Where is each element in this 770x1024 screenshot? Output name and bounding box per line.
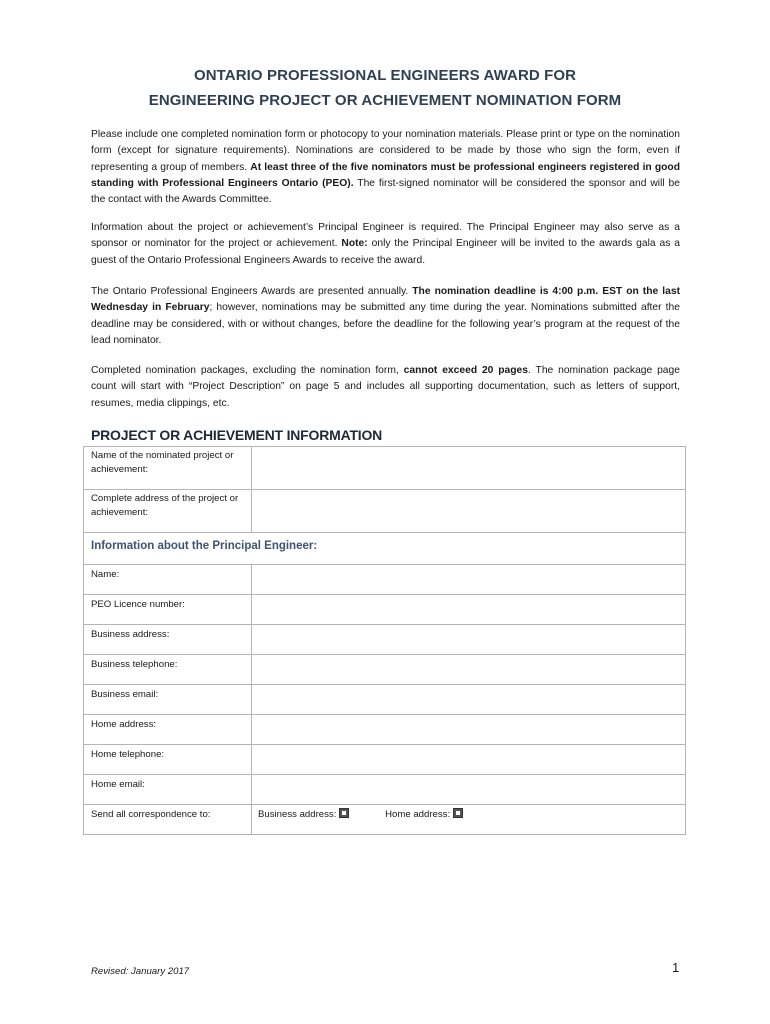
- principal-engineer-heading: Information about the Principal Engineer:: [91, 540, 318, 552]
- home-address-checkbox[interactable]: [453, 808, 463, 818]
- home-telephone-label: Home telephone:: [84, 745, 252, 775]
- home-address-option-label: Home address:: [385, 809, 451, 820]
- intro-paragraph-4: Completed nomination packages, excluding the nomination form, cannot exceed 20 pages. The nomination package page count will start with “Project Description” on page 5 and includes all supporting documentation, such as letters of support, resumes, media clippings, etc.: [91, 365, 680, 409]
- business-telephone-label: Business telephone:: [84, 655, 252, 685]
- project-address-label: Complete address of the project or achievement:: [84, 490, 252, 533]
- table-row: [84, 625, 686, 655]
- table-row: [84, 715, 686, 745]
- section-heading: PROJECT OR ACHIEVEMENT INFORMATION: [91, 427, 383, 443]
- business-email-field[interactable]: [252, 685, 686, 715]
- form-title-line-2: ENGINEERING PROJECT OR ACHIEVEMENT NOMINATION FORM: [148, 92, 622, 109]
- table-row: [84, 775, 686, 805]
- table-row: [84, 805, 686, 835]
- intro-paragraph-2: Information about the project or achievement’s Principal Engineer is required. The Principal Engineer may also serve as a sponsor or nominator for the project or achievement. Note: only the Principal Engineer will be invited to the awards gala as a guest of the Ontario Professional Engineers Awards to receive the award.: [91, 222, 680, 266]
- peo-licence-label: PEO Licence number:: [84, 595, 252, 625]
- business-telephone-field[interactable]: [252, 655, 686, 685]
- peo-licence-field[interactable]: [252, 595, 686, 625]
- business-address-option: [258, 808, 349, 820]
- home-address-option: [385, 808, 463, 820]
- home-telephone-field[interactable]: [252, 745, 686, 775]
- project-address-field[interactable]: [252, 490, 686, 533]
- intro-paragraph-1: Please include one completed nomination form or photocopy to your nomination materials. Please print or type on the nomination form (except for signature requirements). Nominations are considered to be made by those who sign the form, even if representing a group of members. At least three of the five nominators must be professional engineers registered in good standing with Professional Engineers Ontario (PEO). The first-signed nominator will be considered the sponsor and will be the contact with the Awards Committee.: [91, 129, 680, 206]
- table-row: [84, 595, 686, 625]
- name-label: Name:: [84, 565, 252, 595]
- table-row: [84, 655, 686, 685]
- table-row: [84, 533, 686, 565]
- page-number: 1: [672, 960, 680, 975]
- table-row: [84, 447, 686, 490]
- home-address-label: Home address:: [84, 715, 252, 745]
- business-address-label: Business address:: [84, 625, 252, 655]
- home-address-field[interactable]: [252, 715, 686, 745]
- business-address-field[interactable]: [252, 625, 686, 655]
- table-row: [84, 685, 686, 715]
- business-email-label: Business email:: [84, 685, 252, 715]
- project-name-field[interactable]: [252, 447, 686, 490]
- business-address-checkbox[interactable]: [339, 808, 349, 818]
- name-field[interactable]: [252, 565, 686, 595]
- form-title-line-1: ONTARIO PROFESSIONAL ENGINEERS AWARD FOR: [193, 67, 577, 84]
- project-info-table: [83, 446, 686, 835]
- project-name-label: Name of the nominated project or achievement:: [84, 447, 252, 490]
- principal-engineer-heading-cell: [84, 533, 686, 565]
- correspondence-options: [252, 805, 686, 835]
- table-row: [84, 745, 686, 775]
- table-row: [84, 490, 686, 533]
- correspondence-label: Send all correspondence to:: [84, 805, 252, 835]
- revision-date: Revised: January 2017: [91, 966, 190, 977]
- table-row: [84, 565, 686, 595]
- home-email-label: Home email:: [84, 775, 252, 805]
- business-address-option-label: Business address:: [258, 809, 337, 820]
- intro-paragraph-3: The Ontario Professional Engineers Awards are presented annually. The nomination deadline is 4:00 p.m. EST on the last Wednesday in February; however, nominations may be submitted any time during the year. Nominations submitted after the deadline may be considered, with or without changes, before the deadline for the following year’s program at the request of the lead nominator.: [91, 286, 680, 346]
- home-email-field[interactable]: [252, 775, 686, 805]
